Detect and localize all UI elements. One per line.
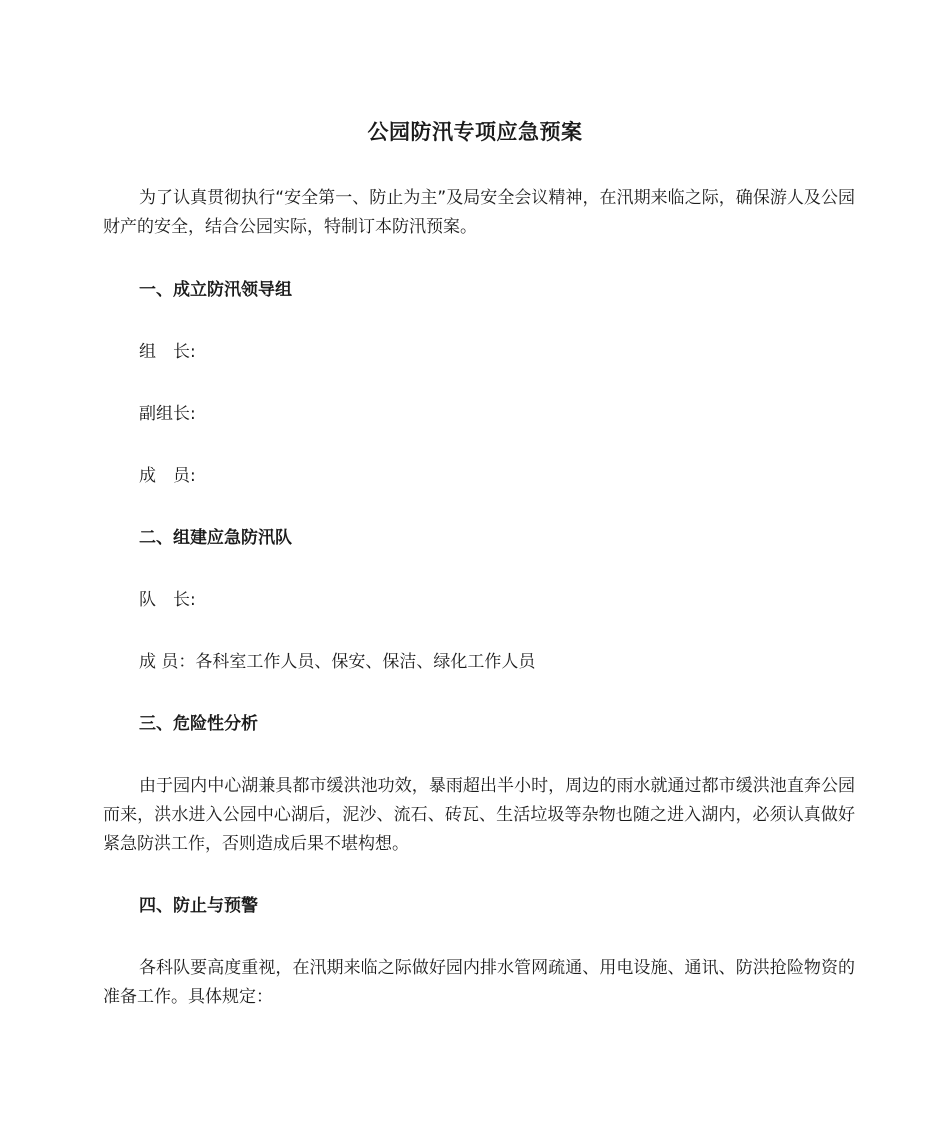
intro-paragraph: 为了认真贯彻执行“安全第一、防止为主”及局安全会议精神，在汛期来临之际，确保游人及公园财产的安全，结合公园实际，特制订本防汛预案。 [103,188,855,237]
section-heading-emergency-team: 二、组建应急防汛队 [139,528,292,548]
members-field: 成 员: [139,466,196,486]
section-heading-leadership-group: 一、成立防汛领导组 [139,280,292,300]
captain-field: 队 长: [139,590,196,610]
document-title: 公园防汛专项应急预案 [367,120,583,144]
section-heading-prevention-warning: 四、防止与预警 [139,896,258,916]
leader-field: 组 长: [139,342,196,362]
prevention-paragraph: 各科队要高度重视，在汛期来临之际做好园内排水管网疏通、用电设施、通讯、防洪抢险物资的准备工作。具体规定： [103,958,855,1007]
risk-analysis-paragraph: 由于园内中心湖兼具都市缓洪池功效，暴雨超出半小时，周边的雨水就通过都市缓洪池直奔公园而来，洪水进入公园中心湖后，泥沙、流石、砖瓦、生活垃圾等杂物也随之进入湖内，必须认真做好紧急防洪工作，否则造成后果不堪构想。 [103,776,855,854]
team-members-field: 成 员：各科室工作人员、保安、保洁、绿化工作人员 [139,652,536,672]
section-heading-risk-analysis: 三、危险性分析 [139,714,258,734]
deputy-leader-field: 副组长: [139,404,196,424]
